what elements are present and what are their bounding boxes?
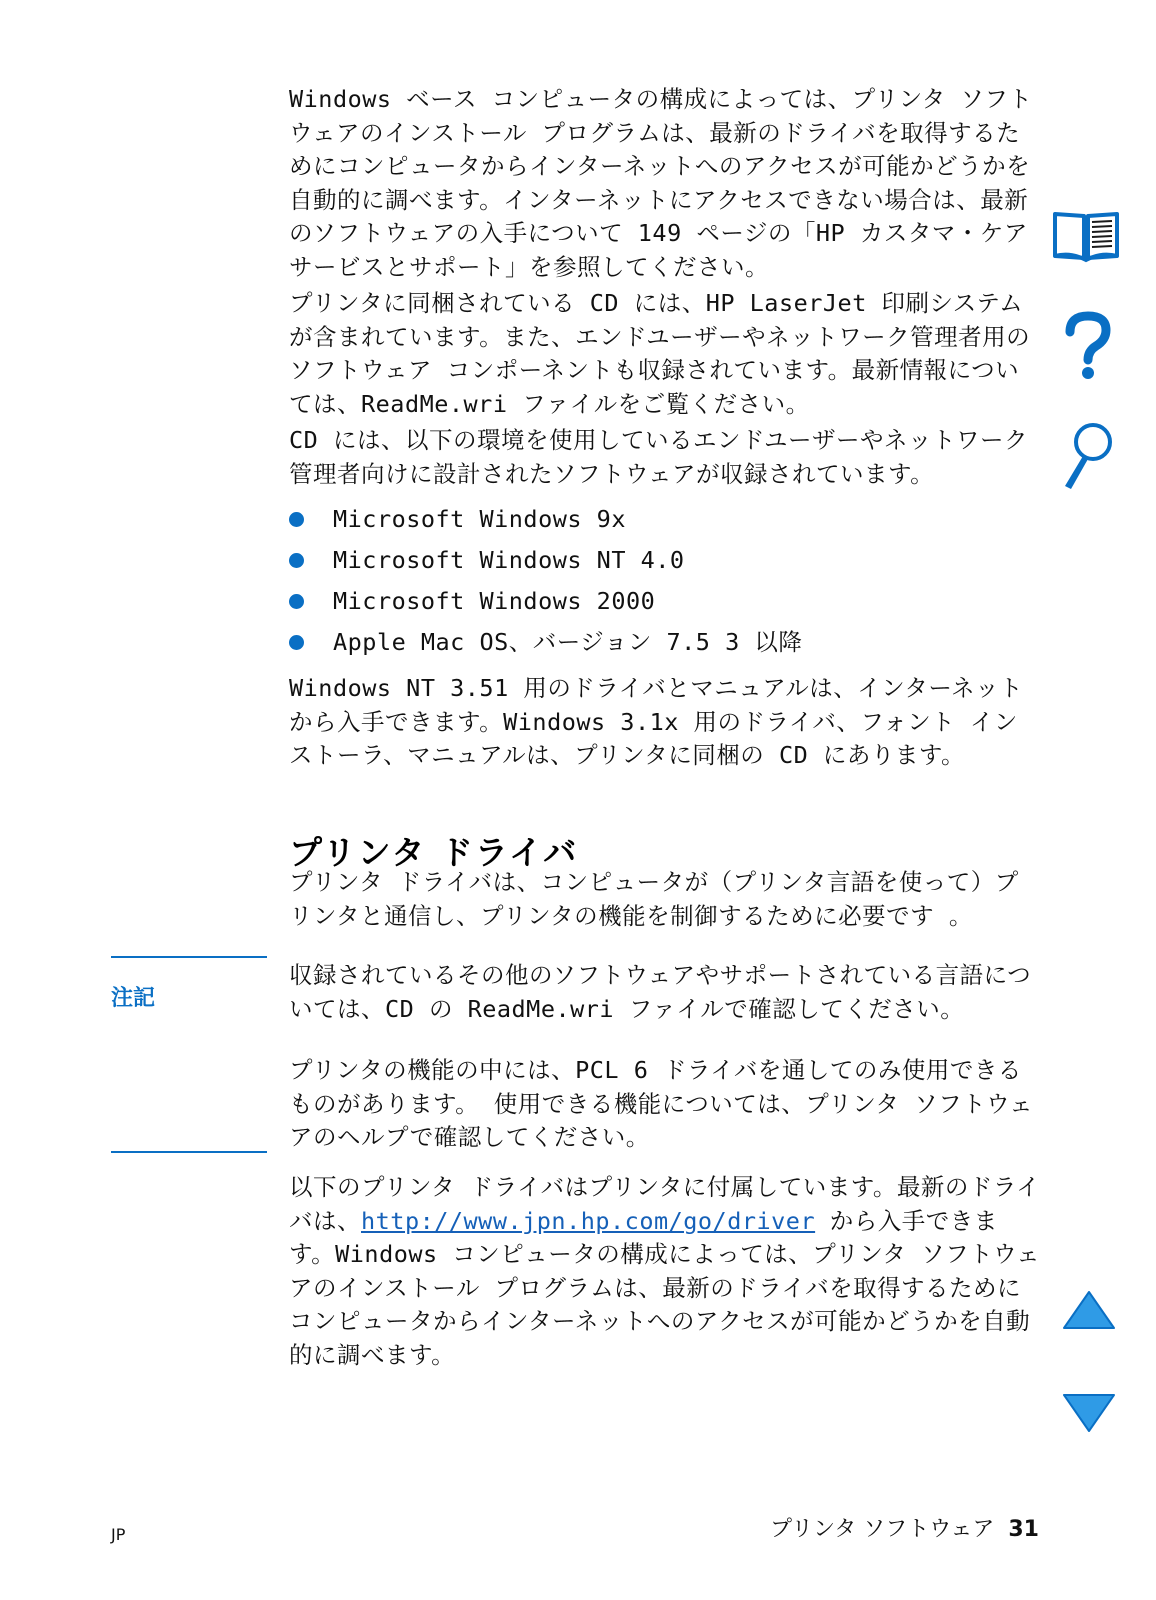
bullet-icon (289, 553, 304, 568)
bullet-icon (289, 512, 304, 527)
intro-paragraph: Windows ベース コンピュータの構成によっては、プリンタ ソフトウェアのインストール プログラムは、最新のドライバを取得するためにコンピュータからインターネットへのアクセスが可能かどうかを自動的に調べます。インターネットにアクセスできない場合は、最新のソフトウェアの入手について 149 ページの「HP カスタマ・ケア サービスとサポート」を参照してください。 (289, 85, 1033, 281)
page-up-arrow-icon[interactable] (1062, 1290, 1116, 1330)
search-magnifier-icon[interactable] (1058, 420, 1118, 492)
note-paragraph-1: 収録されているその他のソフトウェアやサポートされている言語については、CD の ReadMe.wri ファイルで確認してください。 (289, 961, 1032, 1023)
footer-chapter-title: プリンタ ソフトウェア (770, 1517, 995, 1542)
cd-contents-paragraph: プリンタに同梱されている CD には、HP LaserJet 印刷システムが含まれています。また、エンドユーザーやネットワーク管理者用のソフトウェア コンポーネントも収録されています。最新情報については、ReadMe.wri ファイルをご覧ください。 (289, 289, 1031, 418)
note-label: 注記 (111, 986, 156, 1011)
book-icon[interactable] (1051, 206, 1121, 264)
bullet-icon (289, 594, 304, 609)
driver-intro-paragraph: プリンタ ドライバは、コンピュータが（プリンタ言語を使って）プリンタと通信し、プリンタの機能を制御するために必要です 。 (289, 868, 1019, 930)
note-paragraph-2: プリンタの機能の中には、PCL 6 ドライバを通してのみ使用できるものがあります。 使用できる機能については、プリンタ ソフトウェアのヘルプで確認してください。 (289, 1056, 1034, 1151)
legacy-drivers-paragraph: Windows NT 3.51 用のドライバとマニュアルは、インターネットから入手できます。Windows 3.1x 用のドライバ、フォント インストーラ、マニュアルは、プリンタに同梱の CD にあります。 (289, 674, 1024, 769)
footer-page-info (770, 1512, 1039, 1543)
list-item: Microsoft Windows 2000 (289, 584, 1041, 618)
note-bottom-rule (111, 1151, 267, 1153)
bullet-icon (289, 635, 304, 650)
page-number: 31 (1008, 1517, 1039, 1542)
driver-download-paragraph: 以下のプリンタ ドライバはプリンタに付属しています。最新のドライバは、http://www.jpn.hp.com/go/driver から入手できます。Windows コンピュータの構成によっては、プリンタ ソフトウェアのインストール プログラムは、最新のドライバを取得するためにコンピュータからインターネットへのアクセスが可能かどうかを自動的に調べます。 (289, 1173, 1041, 1369)
footer-language: JP (111, 1525, 126, 1544)
section-heading: プリンタ ドライバ (289, 833, 579, 872)
list-item: Apple Mac OS、バージョン 7.5 3 以降 (289, 625, 1041, 659)
help-question-icon[interactable] (1060, 310, 1116, 382)
note-top-rule (111, 956, 267, 958)
list-item: Microsoft Windows NT 4.0 (289, 543, 1041, 577)
page-down-arrow-icon[interactable] (1062, 1393, 1116, 1433)
cd-audience-paragraph: CD には、以下の環境を使用しているエンドユーザーやネットワーク管理者向けに設計されたソフトウェアが収録されています。 (289, 426, 1029, 488)
list-item: Microsoft Windows 9x (289, 502, 1041, 536)
driver-download-link[interactable]: http://www.jpn.hp.com/go/driver (361, 1206, 816, 1235)
